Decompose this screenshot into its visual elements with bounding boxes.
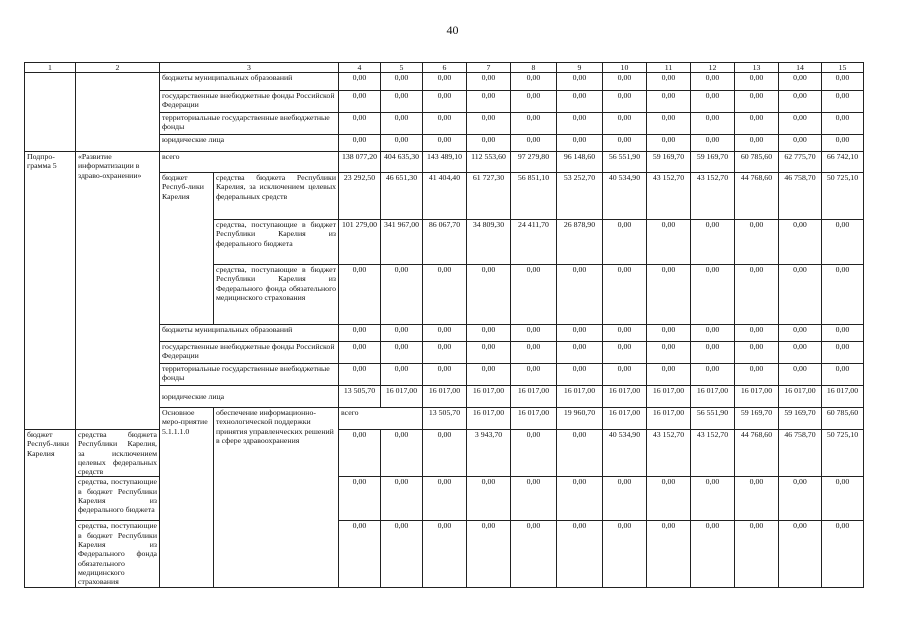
value-cell: 0,00 <box>779 73 822 91</box>
value-cell: 62 775,70 <box>779 152 822 173</box>
value-cell: 0,00 <box>557 430 603 477</box>
value-cell: 0,00 <box>381 342 423 364</box>
value-cell: 0,00 <box>467 342 511 364</box>
value-cell: 19 960,70 <box>557 408 603 430</box>
value-cell: 16 017,00 <box>511 408 557 430</box>
value-cell: 0,00 <box>511 91 557 113</box>
header-cell: 12 <box>691 63 735 73</box>
value-cell: 0,00 <box>647 220 691 265</box>
value-cell: 0,00 <box>511 521 557 587</box>
value-cell: 16 017,00 <box>511 386 557 408</box>
value-cell: 0,00 <box>423 73 467 91</box>
value-cell: 0,00 <box>647 265 691 325</box>
value-cell: 59 169,70 <box>691 152 735 173</box>
value-cell: 0,00 <box>557 477 603 521</box>
value-cell: 0,00 <box>423 477 467 521</box>
value-cell: 0,00 <box>735 477 779 521</box>
value-cell: 0,00 <box>647 113 691 135</box>
row-label: территориальные государственные внебюджетные фонды <box>160 113 339 135</box>
value-cell: 0,00 <box>691 265 735 325</box>
row-label: государственные внебюджетные фонды Российской Федерации <box>160 342 339 364</box>
value-cell: 26 878,90 <box>557 220 603 265</box>
value-cell: 13 505,70 <box>423 408 467 430</box>
value-cell: 16 017,00 <box>381 386 423 408</box>
value-cell: 0,00 <box>339 265 381 325</box>
row-label: средства, поступающие в бюджет Республики Карелия из Федерального фонда обязательного медицинского страхования <box>76 521 160 587</box>
value-cell: 0,00 <box>779 477 822 521</box>
budget-label: бюджет Респуб-лики Карелия <box>25 430 76 588</box>
value-cell: 0,00 <box>735 91 779 113</box>
value-cell: 0,00 <box>822 73 864 91</box>
value-cell: 112 553,60 <box>467 152 511 173</box>
column-number-header <box>25 63 864 73</box>
value-cell: 43 152,70 <box>647 430 691 477</box>
value-cell: 0,00 <box>339 342 381 364</box>
value-cell: 46 758,70 <box>779 173 822 220</box>
value-cell: 0,00 <box>822 91 864 113</box>
value-cell: 0,00 <box>779 364 822 386</box>
table-row <box>25 477 864 521</box>
value-cell: 43 152,70 <box>691 173 735 220</box>
value-cell: 0,00 <box>557 113 603 135</box>
value-cell: 0,00 <box>647 73 691 91</box>
header-cell: 7 <box>467 63 511 73</box>
value-cell: 16 017,00 <box>603 386 647 408</box>
value-cell: 0,00 <box>822 325 864 342</box>
value-cell: 0,00 <box>822 135 864 152</box>
value-cell: 59 169,70 <box>735 408 779 430</box>
value-cell: 96 148,60 <box>557 152 603 173</box>
value-cell: 0,00 <box>779 91 822 113</box>
value-cell: 0,00 <box>339 521 381 587</box>
value-cell: 50 725,10 <box>822 430 864 477</box>
value-cell: 61 727,30 <box>467 173 511 220</box>
value-cell: 34 809,30 <box>467 220 511 265</box>
value-cell: 0,00 <box>339 430 381 477</box>
row-label: государственные внебюджетные фонды Российской Федерации <box>160 91 339 113</box>
value-cell: 0,00 <box>735 220 779 265</box>
value-cell: 0,00 <box>691 220 735 265</box>
value-cell: 0,00 <box>779 342 822 364</box>
value-cell: 0,00 <box>557 91 603 113</box>
row-label: средства бюджета Республики Карелия, за исключением целевых федеральных средств <box>76 430 160 477</box>
value-cell: 0,00 <box>557 265 603 325</box>
value-cell: 0,00 <box>647 325 691 342</box>
page-number: 40 <box>446 23 459 37</box>
value-cell: 0,00 <box>647 477 691 521</box>
value-cell: 0,00 <box>822 265 864 325</box>
value-cell: 0,00 <box>467 265 511 325</box>
header-cell: 11 <box>647 63 691 73</box>
value-cell: 13 505,70 <box>339 386 381 408</box>
value-cell: 0,00 <box>691 135 735 152</box>
value-cell: 16 017,00 <box>423 386 467 408</box>
value-cell: 0,00 <box>735 364 779 386</box>
value-cell: 0,00 <box>735 265 779 325</box>
header-cell: 5 <box>381 63 423 73</box>
value-cell: 0,00 <box>735 342 779 364</box>
value-cell: 16 017,00 <box>691 386 735 408</box>
value-cell: 0,00 <box>691 91 735 113</box>
value-cell: 56 551,90 <box>603 152 647 173</box>
activity-name: обеспечение информационно-технологической поддержки принятия управленческих решений в сфере здравоохранения <box>214 408 339 588</box>
value-cell: 0,00 <box>381 430 423 477</box>
value-cell: 86 067,70 <box>423 220 467 265</box>
value-cell: 138 077,20 <box>339 152 381 173</box>
value-cell: 60 785,60 <box>822 408 864 430</box>
value-cell: 0,00 <box>647 135 691 152</box>
value-cell: 0,00 <box>647 364 691 386</box>
row-label: средства, поступающие в бюджет Республики Карелия из федерального бюджета <box>76 477 160 521</box>
header-cell: 15 <box>822 63 864 73</box>
value-cell: 0,00 <box>691 364 735 386</box>
value-cell: 46 758,70 <box>779 430 822 477</box>
value-cell: 0,00 <box>822 364 864 386</box>
value-cell: 0,00 <box>603 73 647 91</box>
value-cell: 0,00 <box>603 113 647 135</box>
value-cell: 0,00 <box>381 364 423 386</box>
value-cell: 0,00 <box>381 113 423 135</box>
value-cell: 0,00 <box>381 73 423 91</box>
value-cell: 16 017,00 <box>647 386 691 408</box>
header-cell: 6 <box>423 63 467 73</box>
value-cell: 0,00 <box>557 342 603 364</box>
value-cell: 0,00 <box>511 265 557 325</box>
value-cell: 0,00 <box>691 342 735 364</box>
value-cell: 0,00 <box>423 325 467 342</box>
value-cell: 0,00 <box>603 325 647 342</box>
value-cell: 0,00 <box>511 325 557 342</box>
header-cell: 1 <box>25 63 76 73</box>
value-cell: 0,00 <box>423 342 467 364</box>
activity-code: Основное меро-приятие 5.1.1.1.0 <box>160 408 214 588</box>
value-cell: 16 017,00 <box>467 386 511 408</box>
value-cell: 0,00 <box>339 364 381 386</box>
table-row <box>25 152 864 173</box>
value-cell: 0,00 <box>557 135 603 152</box>
value-cell: 0,00 <box>511 73 557 91</box>
value-cell: 0,00 <box>467 73 511 91</box>
value-cell: 0,00 <box>822 342 864 364</box>
value-cell: 0,00 <box>423 113 467 135</box>
value-cell: 16 017,00 <box>647 408 691 430</box>
value-cell: 0,00 <box>603 91 647 113</box>
value-cell: 44 768,60 <box>735 430 779 477</box>
value-cell: 143 489,10 <box>423 152 467 173</box>
value-cell: 16 017,00 <box>779 386 822 408</box>
value-cell: 0,00 <box>822 477 864 521</box>
header-cell: 2 <box>76 63 160 73</box>
value-cell: 0,00 <box>511 113 557 135</box>
value-cell: 0,00 <box>467 135 511 152</box>
value-cell: 46 651,30 <box>381 173 423 220</box>
value-cell: 41 404,40 <box>423 173 467 220</box>
value-cell: 0,00 <box>603 135 647 152</box>
value-cell: 0,00 <box>423 135 467 152</box>
value-cell: 97 279,80 <box>511 152 557 173</box>
value-cell: 3 943,70 <box>467 430 511 477</box>
value-cell: 0,00 <box>647 521 691 587</box>
value-cell: 0,00 <box>423 265 467 325</box>
value-cell: 66 742,10 <box>822 152 864 173</box>
value-cell: 0,00 <box>735 325 779 342</box>
value-cell: 43 152,70 <box>691 430 735 477</box>
value-cell: 0,00 <box>339 325 381 342</box>
value-cell: 0,00 <box>691 73 735 91</box>
value-cell: 43 152,70 <box>647 173 691 220</box>
value-cell: 0,00 <box>735 113 779 135</box>
value-cell: 0,00 <box>557 521 603 587</box>
value-cell: 0,00 <box>467 325 511 342</box>
value-cell: 16 017,00 <box>467 408 511 430</box>
value-cell: 53 252,70 <box>557 173 603 220</box>
value-cell: 0,00 <box>511 477 557 521</box>
budget-table <box>24 62 864 588</box>
value-cell: 0,00 <box>467 477 511 521</box>
value-cell: 59 169,70 <box>779 408 822 430</box>
value-cell: 0,00 <box>467 521 511 587</box>
value-cell: 50 725,10 <box>822 173 864 220</box>
value-cell: 0,00 <box>603 521 647 587</box>
value-cell: 0,00 <box>603 477 647 521</box>
row-label: бюджеты муниципальных образований <box>160 73 339 91</box>
header-cell: 14 <box>779 63 822 73</box>
value-cell: 0,00 <box>339 477 381 521</box>
value-cell: 0,00 <box>381 91 423 113</box>
header-cell: 8 <box>511 63 557 73</box>
value-cell: 0,00 <box>647 342 691 364</box>
value-cell: 0,00 <box>423 91 467 113</box>
value-cell: 0,00 <box>467 113 511 135</box>
table-row <box>25 73 864 91</box>
value-cell: 40 534,90 <box>603 430 647 477</box>
value-cell: 0,00 <box>557 325 603 342</box>
row-label: средства бюджета Республики Карелия, за исключением целевых федеральных средств <box>214 173 339 220</box>
value-cell: 0,00 <box>822 220 864 265</box>
value-cell: 0,00 <box>822 521 864 587</box>
value-cell: 0,00 <box>339 135 381 152</box>
value-cell: 16 017,00 <box>603 408 647 430</box>
value-cell: 0,00 <box>339 91 381 113</box>
header-cell: 3 <box>160 63 339 73</box>
value-cell: 60 785,60 <box>735 152 779 173</box>
row-label: средства, поступающие в бюджет Республики Карелия из федерального бюджета <box>214 220 339 265</box>
value-cell: 44 768,60 <box>735 173 779 220</box>
value-cell: 0,00 <box>381 325 423 342</box>
value-cell: 0,00 <box>735 521 779 587</box>
row-label: территориальные государственные внебюджетные фонды <box>160 364 339 386</box>
value-cell: 0,00 <box>691 325 735 342</box>
budget-label: бюджет Респуб-лики Карелия <box>160 173 214 325</box>
value-cell: 16 017,00 <box>822 386 864 408</box>
value-cell: 0,00 <box>511 364 557 386</box>
value-cell: 59 169,70 <box>647 152 691 173</box>
row-label: всего <box>160 152 339 173</box>
value-cell: 0,00 <box>779 521 822 587</box>
table-row <box>25 521 864 587</box>
value-cell: 0,00 <box>779 135 822 152</box>
value-cell: 0,00 <box>603 220 647 265</box>
value-cell: 0,00 <box>647 91 691 113</box>
value-cell: 16 017,00 <box>735 386 779 408</box>
value-cell: 404 635,30 <box>381 152 423 173</box>
value-cell: 0,00 <box>557 364 603 386</box>
value-cell: 0,00 <box>779 113 822 135</box>
value-cell: 0,00 <box>691 477 735 521</box>
value-cell: 0,00 <box>381 521 423 587</box>
header-cell: 13 <box>735 63 779 73</box>
empty-cell <box>25 73 76 152</box>
table-row <box>25 430 864 477</box>
header-cell: 10 <box>603 63 647 73</box>
row-label: всего <box>339 408 423 430</box>
value-cell: 0,00 <box>779 325 822 342</box>
value-cell: 341 967,00 <box>381 220 423 265</box>
value-cell: 0,00 <box>779 265 822 325</box>
value-cell: 0,00 <box>691 113 735 135</box>
value-cell: 0,00 <box>779 220 822 265</box>
value-cell: 0,00 <box>557 73 603 91</box>
value-cell: 56 551,90 <box>691 408 735 430</box>
subprogram-code: Подпро-грамма 5 <box>25 152 76 430</box>
value-cell: 0,00 <box>339 113 381 135</box>
header-cell: 9 <box>557 63 603 73</box>
value-cell: 0,00 <box>511 430 557 477</box>
value-cell: 16 017,00 <box>557 386 603 408</box>
value-cell: 0,00 <box>691 521 735 587</box>
value-cell: 0,00 <box>511 135 557 152</box>
value-cell: 0,00 <box>735 73 779 91</box>
value-cell: 0,00 <box>822 113 864 135</box>
value-cell: 0,00 <box>511 342 557 364</box>
value-cell: 0,00 <box>603 342 647 364</box>
empty-cell <box>76 73 160 152</box>
value-cell: 0,00 <box>603 364 647 386</box>
value-cell: 23 292,50 <box>339 173 381 220</box>
value-cell: 56 851,10 <box>511 173 557 220</box>
value-cell: 0,00 <box>381 265 423 325</box>
subprogram-name: «Развитие информатизации в здраво-охранении» <box>76 152 160 430</box>
value-cell: 0,00 <box>423 364 467 386</box>
value-cell: 0,00 <box>603 265 647 325</box>
value-cell: 101 279,00 <box>339 220 381 265</box>
value-cell: 0,00 <box>423 521 467 587</box>
value-cell: 0,00 <box>423 430 467 477</box>
value-cell: 0,00 <box>339 73 381 91</box>
header-cell: 4 <box>339 63 381 73</box>
value-cell: 0,00 <box>381 135 423 152</box>
value-cell: 0,00 <box>467 91 511 113</box>
value-cell: 0,00 <box>381 477 423 521</box>
value-cell: 24 411,70 <box>511 220 557 265</box>
row-label: юридические лица <box>160 386 339 408</box>
value-cell: 0,00 <box>735 135 779 152</box>
value-cell: 0,00 <box>467 364 511 386</box>
row-label: бюджеты муниципальных образований <box>160 325 339 342</box>
row-label: средства, поступающие в бюджет Республики Карелия из Федерального фонда обязательного медицинского страхования <box>214 265 339 325</box>
row-label: юридические лица <box>160 135 339 152</box>
value-cell: 40 534,90 <box>603 173 647 220</box>
